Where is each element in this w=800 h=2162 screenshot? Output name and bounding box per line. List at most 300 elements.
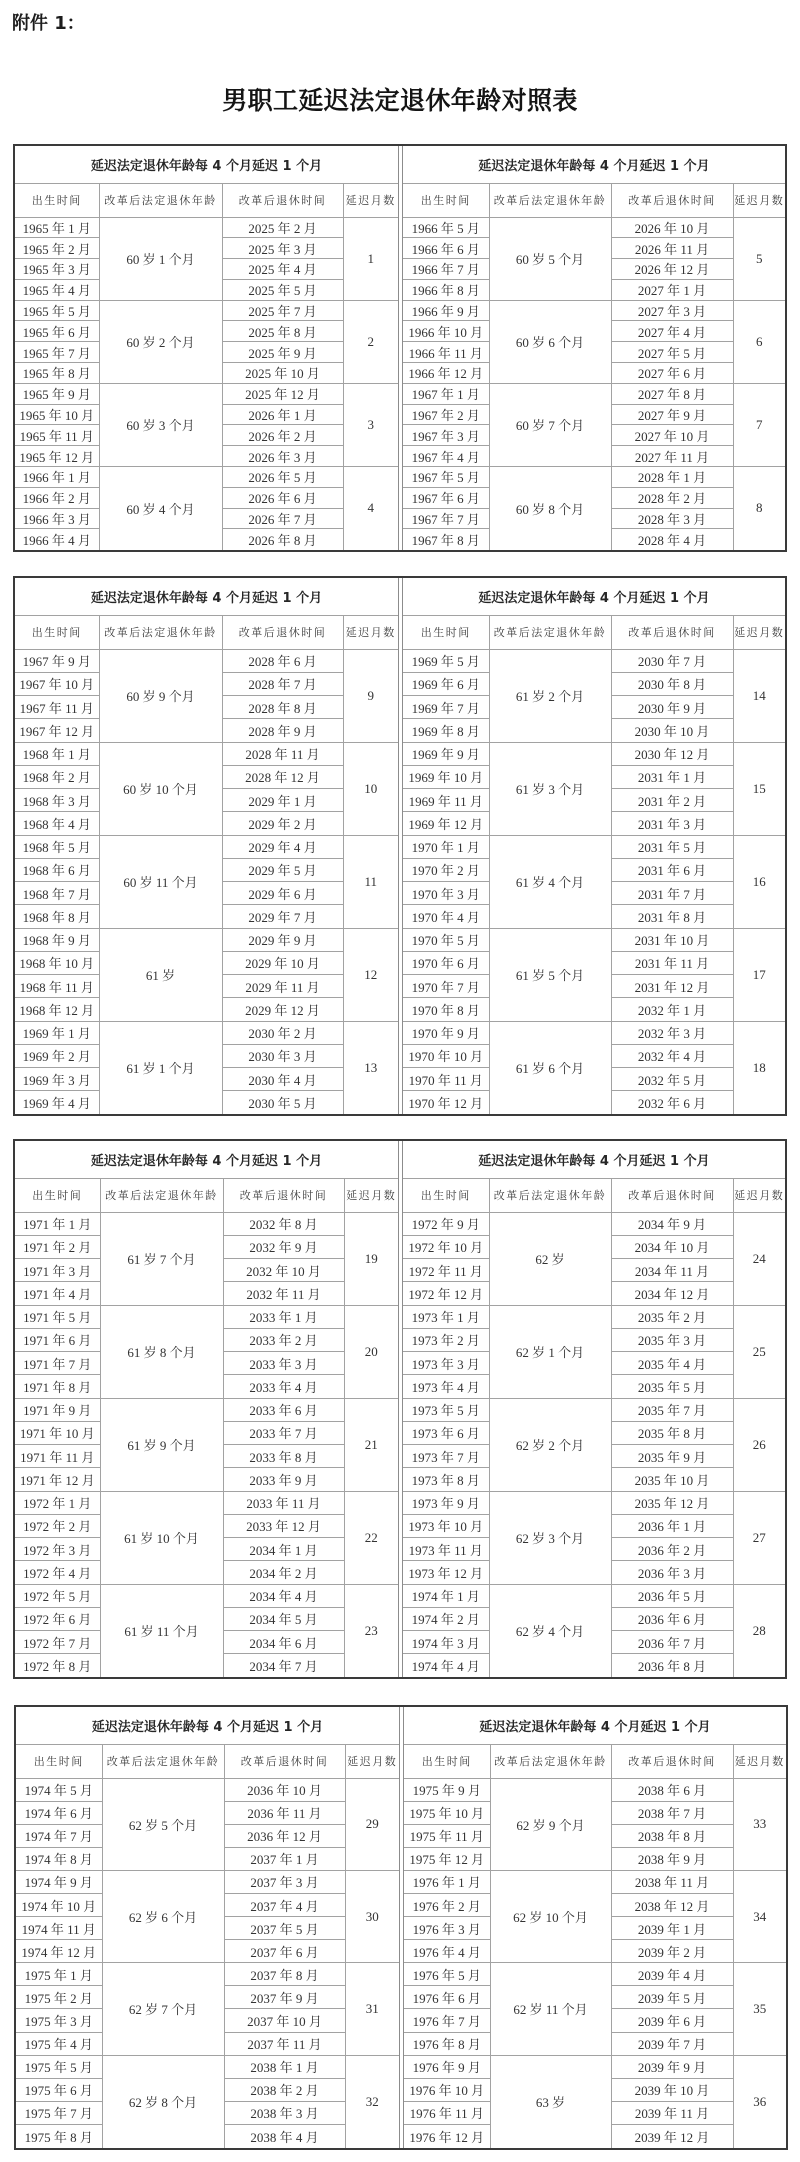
table-body bbox=[403, 217, 785, 550]
retirement-date-cell: 2035 年 9 月 bbox=[611, 1445, 733, 1468]
column-header-delay-months: 延迟月数 bbox=[733, 183, 785, 217]
column-header-birth-date: 出生时间 bbox=[15, 183, 99, 217]
birth-date-cell: 1972 年 6 月 bbox=[15, 1607, 100, 1630]
retirement-date-cell: 2025 年 4 月 bbox=[222, 259, 343, 280]
birth-date-cell: 1970 年 1 月 bbox=[403, 835, 489, 858]
retirement-date-cell: 2036 年 6 月 bbox=[611, 1607, 733, 1630]
retirement-date-cell: 2026 年 8 月 bbox=[222, 529, 343, 550]
birth-date-cell: 1973 年 2 月 bbox=[403, 1328, 489, 1351]
column-header-birth-date: 出生时间 bbox=[16, 1744, 102, 1778]
birth-date-cell: 1973 年 4 月 bbox=[403, 1375, 489, 1398]
retirement-date-cell: 2034 年 4 月 bbox=[223, 1584, 344, 1607]
birth-date-cell: 1974 年 2 月 bbox=[403, 1607, 489, 1630]
birth-date-cell: 1974 年 11 月 bbox=[16, 1917, 102, 1940]
delay-months-cell: 24 bbox=[733, 1212, 785, 1305]
birth-date-cell: 1975 年 9 月 bbox=[404, 1778, 490, 1801]
birth-date-cell: 1976 年 2 月 bbox=[404, 1893, 490, 1916]
column-header-row bbox=[15, 615, 398, 649]
retirement-age-cell: 62 岁 9 个月 bbox=[490, 1778, 611, 1870]
delay-months-cell: 6 bbox=[733, 300, 785, 383]
birth-date-cell: 1966 年 4 月 bbox=[15, 529, 99, 550]
birth-date-cell: 1974 年 8 月 bbox=[16, 1847, 102, 1870]
comparison-table-3 bbox=[13, 1139, 787, 1679]
table-row bbox=[15, 1491, 398, 1514]
table-row bbox=[15, 217, 398, 238]
retirement-date-cell: 2036 年 7 月 bbox=[611, 1631, 733, 1654]
birth-date-cell: 1976 年 5 月 bbox=[404, 1963, 490, 1986]
retirement-date-cell: 2037 年 11 月 bbox=[224, 2032, 345, 2055]
birth-date-cell: 1966 年 8 月 bbox=[403, 279, 489, 300]
table-half-right bbox=[403, 1707, 786, 2148]
retirement-age-cell: 61 岁 6 个月 bbox=[489, 1021, 611, 1114]
birth-date-cell: 1971 年 3 月 bbox=[15, 1259, 100, 1282]
birth-date-cell: 1969 年 8 月 bbox=[403, 719, 489, 742]
retirement-date-cell: 2029 年 7 月 bbox=[222, 905, 343, 928]
birth-date-cell: 1974 年 7 月 bbox=[16, 1824, 102, 1847]
column-header-retirement-age: 改革后法定退休年龄 bbox=[99, 615, 222, 649]
column-header-row bbox=[403, 183, 785, 217]
birth-date-cell: 1971 年 10 月 bbox=[15, 1421, 100, 1444]
comparison-table-4 bbox=[14, 1705, 788, 2150]
delay-months-cell: 15 bbox=[733, 742, 785, 835]
birth-date-cell: 1971 年 6 月 bbox=[15, 1328, 100, 1351]
retirement-date-cell: 2033 年 11 月 bbox=[223, 1491, 344, 1514]
retirement-date-cell: 2034 年 6 月 bbox=[223, 1631, 344, 1654]
column-header-row bbox=[15, 1178, 398, 1212]
retirement-date-cell: 2039 年 12 月 bbox=[611, 2124, 733, 2147]
column-header-birth-date: 出生时间 bbox=[403, 615, 489, 649]
birth-date-cell: 1968 年 3 月 bbox=[15, 789, 99, 812]
birth-date-cell: 1975 年 1 月 bbox=[16, 1963, 102, 1986]
table-row bbox=[404, 1778, 786, 1801]
retirement-date-cell: 2037 年 1 月 bbox=[224, 1847, 345, 1870]
birth-date-cell: 1976 年 9 月 bbox=[404, 2055, 490, 2078]
table-row bbox=[15, 1584, 398, 1607]
retirement-date-cell: 2034 年 1 月 bbox=[223, 1538, 344, 1561]
retirement-age-cell: 61 岁 7 个月 bbox=[100, 1212, 223, 1305]
table-body bbox=[403, 649, 785, 1114]
delay-months-cell: 33 bbox=[733, 1778, 786, 1870]
birth-date-cell: 1973 年 12 月 bbox=[403, 1561, 489, 1584]
retirement-date-cell: 2038 年 7 月 bbox=[611, 1801, 733, 1824]
delay-months-cell: 8 bbox=[733, 467, 785, 550]
retirement-age-table bbox=[15, 146, 398, 550]
retirement-age-cell: 61 岁 11 个月 bbox=[100, 1584, 223, 1677]
birth-date-cell: 1973 年 6 月 bbox=[403, 1421, 489, 1444]
birth-date-cell: 1975 年 12 月 bbox=[404, 1847, 490, 1870]
birth-date-cell: 1970 年 12 月 bbox=[403, 1091, 489, 1114]
birth-date-cell: 1965 年 3 月 bbox=[15, 259, 99, 280]
table-row bbox=[403, 1398, 785, 1421]
table-row bbox=[15, 1398, 398, 1421]
birth-date-cell: 1965 年 12 月 bbox=[15, 446, 99, 467]
retirement-date-cell: 2033 年 6 月 bbox=[223, 1398, 344, 1421]
retirement-age-cell: 62 岁 7 个月 bbox=[102, 1963, 224, 2055]
retirement-age-cell: 60 岁 8 个月 bbox=[489, 467, 611, 550]
table-row bbox=[403, 1491, 785, 1514]
birth-date-cell: 1969 年 6 月 bbox=[403, 672, 489, 695]
birth-date-cell: 1967 年 2 月 bbox=[403, 404, 489, 425]
section-heading: 延迟法定退休年龄每 4 个月延迟 1 个月 bbox=[15, 146, 398, 183]
delay-months-cell: 18 bbox=[733, 1021, 785, 1114]
birth-date-cell: 1973 年 9 月 bbox=[403, 1491, 489, 1514]
retirement-date-cell: 2036 年 1 月 bbox=[611, 1514, 733, 1537]
retirement-date-cell: 2032 年 10 月 bbox=[223, 1259, 344, 1282]
retirement-date-cell: 2038 年 8 月 bbox=[611, 1824, 733, 1847]
table-half-right bbox=[402, 1141, 785, 1677]
birth-date-cell: 1967 年 4 月 bbox=[403, 446, 489, 467]
retirement-date-cell: 2030 年 10 月 bbox=[611, 719, 733, 742]
birth-date-cell: 1968 年 8 月 bbox=[15, 905, 99, 928]
retirement-date-cell: 2035 年 10 月 bbox=[611, 1468, 733, 1491]
birth-date-cell: 1971 年 8 月 bbox=[15, 1375, 100, 1398]
birth-date-cell: 1965 年 11 月 bbox=[15, 425, 99, 446]
column-header-retirement-age: 改革后法定退休年龄 bbox=[99, 183, 222, 217]
birth-date-cell: 1965 年 10 月 bbox=[15, 404, 99, 425]
delay-months-cell: 36 bbox=[733, 2055, 786, 2147]
retirement-date-cell: 2028 年 11 月 bbox=[222, 742, 343, 765]
retirement-date-cell: 2038 年 4 月 bbox=[224, 2124, 345, 2147]
retirement-date-cell: 2031 年 7 月 bbox=[611, 882, 733, 905]
retirement-date-cell: 2025 年 8 月 bbox=[222, 321, 343, 342]
retirement-date-cell: 2029 年 10 月 bbox=[222, 951, 343, 974]
birth-date-cell: 1966 年 10 月 bbox=[403, 321, 489, 342]
retirement-date-cell: 2032 年 4 月 bbox=[611, 1044, 733, 1067]
table-body bbox=[403, 1212, 785, 1677]
retirement-date-cell: 2033 年 9 月 bbox=[223, 1468, 344, 1491]
birth-date-cell: 1971 年 9 月 bbox=[15, 1398, 100, 1421]
retirement-date-cell: 2030 年 7 月 bbox=[611, 649, 733, 672]
birth-date-cell: 1968 年 5 月 bbox=[15, 835, 99, 858]
retirement-date-cell: 2039 年 10 月 bbox=[611, 2078, 733, 2101]
birth-date-cell: 1969 年 1 月 bbox=[15, 1021, 99, 1044]
retirement-date-cell: 2025 年 5 月 bbox=[222, 279, 343, 300]
retirement-date-cell: 2025 年 2 月 bbox=[222, 217, 343, 238]
retirement-age-cell: 61 岁 4 个月 bbox=[489, 835, 611, 928]
birth-date-cell: 1966 年 2 月 bbox=[15, 487, 99, 508]
birth-date-cell: 1975 年 2 月 bbox=[16, 1986, 102, 2009]
retirement-date-cell: 2033 年 1 月 bbox=[223, 1305, 344, 1328]
birth-date-cell: 1966 年 1 月 bbox=[15, 467, 99, 488]
retirement-age-table bbox=[404, 1707, 786, 2148]
retirement-age-cell: 62 岁 11 个月 bbox=[490, 1963, 611, 2055]
retirement-date-cell: 2039 年 5 月 bbox=[611, 1986, 733, 2009]
retirement-date-cell: 2029 年 9 月 bbox=[222, 928, 343, 951]
retirement-date-cell: 2033 年 2 月 bbox=[223, 1328, 344, 1351]
table-row bbox=[16, 1870, 399, 1893]
birth-date-cell: 1969 年 9 月 bbox=[403, 742, 489, 765]
birth-date-cell: 1974 年 1 月 bbox=[403, 1584, 489, 1607]
retirement-date-cell: 2025 年 7 月 bbox=[222, 300, 343, 321]
table-row bbox=[15, 1212, 398, 1235]
retirement-age-table bbox=[15, 1141, 398, 1677]
table-row bbox=[403, 742, 785, 765]
birth-date-cell: 1976 年 12 月 bbox=[404, 2124, 490, 2147]
retirement-age-cell: 60 岁 4 个月 bbox=[99, 467, 222, 550]
table-row bbox=[403, 928, 785, 951]
retirement-date-cell: 2029 年 1 月 bbox=[222, 789, 343, 812]
retirement-date-cell: 2027 年 8 月 bbox=[611, 383, 733, 404]
birth-date-cell: 1972 年 3 月 bbox=[15, 1538, 100, 1561]
retirement-date-cell: 2028 年 6 月 bbox=[222, 649, 343, 672]
retirement-date-cell: 2025 年 9 月 bbox=[222, 342, 343, 363]
retirement-date-cell: 2032 年 6 月 bbox=[611, 1091, 733, 1114]
retirement-date-cell: 2035 年 2 月 bbox=[611, 1305, 733, 1328]
table-row bbox=[403, 383, 785, 404]
birth-date-cell: 1970 年 6 月 bbox=[403, 951, 489, 974]
birth-date-cell: 1976 年 6 月 bbox=[404, 1986, 490, 2009]
birth-date-cell: 1975 年 11 月 bbox=[404, 1824, 490, 1847]
table-row bbox=[15, 649, 398, 672]
table-row bbox=[404, 2055, 786, 2078]
retirement-date-cell: 2032 年 11 月 bbox=[223, 1282, 344, 1305]
birth-date-cell: 1970 年 10 月 bbox=[403, 1044, 489, 1067]
delay-months-cell: 25 bbox=[733, 1305, 785, 1398]
birth-date-cell: 1974 年 9 月 bbox=[16, 1870, 102, 1893]
column-header-retirement-age: 改革后法定退休年龄 bbox=[489, 615, 611, 649]
birth-date-cell: 1967 年 3 月 bbox=[403, 425, 489, 446]
retirement-date-cell: 2035 年 7 月 bbox=[611, 1398, 733, 1421]
birth-date-cell: 1973 年 3 月 bbox=[403, 1352, 489, 1375]
birth-date-cell: 1970 年 3 月 bbox=[403, 882, 489, 905]
retirement-date-cell: 2036 年 11 月 bbox=[224, 1801, 345, 1824]
delay-months-cell: 35 bbox=[733, 1963, 786, 2055]
birth-date-cell: 1966 年 5 月 bbox=[403, 217, 489, 238]
retirement-date-cell: 2034 年 9 月 bbox=[611, 1212, 733, 1235]
birth-date-cell: 1968 年 4 月 bbox=[15, 812, 99, 835]
retirement-age-cell: 60 岁 11 个月 bbox=[99, 835, 222, 928]
birth-date-cell: 1975 年 3 月 bbox=[16, 2009, 102, 2032]
retirement-date-cell: 2029 年 6 月 bbox=[222, 882, 343, 905]
column-header-delay-months: 延迟月数 bbox=[733, 615, 785, 649]
birth-date-cell: 1972 年 2 月 bbox=[15, 1514, 100, 1537]
document-title: 男职工延迟法定退休年龄对照表 bbox=[222, 86, 578, 115]
retirement-age-cell: 62 岁 6 个月 bbox=[102, 1870, 224, 1962]
retirement-date-cell: 2032 年 1 月 bbox=[611, 998, 733, 1021]
retirement-date-cell: 2038 年 9 月 bbox=[611, 1847, 733, 1870]
retirement-date-cell: 2027 年 9 月 bbox=[611, 404, 733, 425]
retirement-date-cell: 2034 年 11 月 bbox=[611, 1259, 733, 1282]
retirement-date-cell: 2037 年 6 月 bbox=[224, 1940, 345, 1963]
retirement-age-cell: 60 岁 10 个月 bbox=[99, 742, 222, 835]
birth-date-cell: 1972 年 10 月 bbox=[403, 1235, 489, 1258]
birth-date-cell: 1972 年 12 月 bbox=[403, 1282, 489, 1305]
table-row bbox=[15, 1021, 398, 1044]
table-half-right bbox=[402, 578, 785, 1114]
retirement-date-cell: 2039 年 4 月 bbox=[611, 1963, 733, 1986]
birth-date-cell: 1971 年 12 月 bbox=[15, 1468, 100, 1491]
retirement-age-cell: 61 岁 5 个月 bbox=[489, 928, 611, 1021]
birth-date-cell: 1975 年 10 月 bbox=[404, 1801, 490, 1824]
retirement-date-cell: 2031 年 2 月 bbox=[611, 789, 733, 812]
table-row bbox=[16, 1778, 399, 1801]
birth-date-cell: 1972 年 8 月 bbox=[15, 1654, 100, 1677]
retirement-age-table bbox=[15, 578, 398, 1114]
column-header-retirement-age: 改革后法定退休年龄 bbox=[489, 183, 611, 217]
retirement-age-cell: 61 岁 2 个月 bbox=[489, 649, 611, 742]
birth-date-cell: 1968 年 1 月 bbox=[15, 742, 99, 765]
retirement-date-cell: 2028 年 7 月 bbox=[222, 672, 343, 695]
retirement-age-cell: 62 岁 3 个月 bbox=[489, 1491, 611, 1584]
column-header-row bbox=[403, 1178, 785, 1212]
comparison-table-1 bbox=[13, 144, 787, 552]
birth-date-cell: 1970 年 7 月 bbox=[403, 975, 489, 998]
column-header-birth-date: 出生时间 bbox=[15, 1178, 100, 1212]
retirement-date-cell: 2033 年 12 月 bbox=[223, 1514, 344, 1537]
retirement-date-cell: 2032 年 3 月 bbox=[611, 1021, 733, 1044]
retirement-date-cell: 2034 年 2 月 bbox=[223, 1561, 344, 1584]
delay-months-cell: 5 bbox=[733, 217, 785, 300]
birth-date-cell: 1974 年 6 月 bbox=[16, 1801, 102, 1824]
retirement-age-cell: 61 岁 8 个月 bbox=[100, 1305, 223, 1398]
retirement-age-table bbox=[403, 146, 785, 550]
retirement-date-cell: 2033 年 8 月 bbox=[223, 1445, 344, 1468]
retirement-age-cell: 62 岁 2 个月 bbox=[489, 1398, 611, 1491]
retirement-date-cell: 2037 年 8 月 bbox=[224, 1963, 345, 1986]
retirement-date-cell: 2035 年 4 月 bbox=[611, 1352, 733, 1375]
birth-date-cell: 1971 年 2 月 bbox=[15, 1235, 100, 1258]
delay-months-cell: 23 bbox=[344, 1584, 398, 1677]
delay-months-cell: 17 bbox=[733, 928, 785, 1021]
birth-date-cell: 1976 年 1 月 bbox=[404, 1870, 490, 1893]
birth-date-cell: 1970 年 5 月 bbox=[403, 928, 489, 951]
retirement-date-cell: 2026 年 3 月 bbox=[222, 446, 343, 467]
delay-months-cell: 19 bbox=[344, 1212, 398, 1305]
retirement-date-cell: 2029 年 12 月 bbox=[222, 998, 343, 1021]
birth-date-cell: 1971 年 7 月 bbox=[15, 1352, 100, 1375]
retirement-date-cell: 2027 年 5 月 bbox=[611, 342, 733, 363]
birth-date-cell: 1972 年 7 月 bbox=[15, 1631, 100, 1654]
birth-date-cell: 1967 年 7 月 bbox=[403, 508, 489, 529]
section-heading-row bbox=[15, 146, 398, 183]
retirement-age-cell: 62 岁 5 个月 bbox=[102, 1778, 224, 1870]
section-heading: 延迟法定退休年龄每 4 个月延迟 1 个月 bbox=[16, 1707, 399, 1744]
table-row bbox=[15, 928, 398, 951]
retirement-date-cell: 2030 年 12 月 bbox=[611, 742, 733, 765]
column-header-birth-date: 出生时间 bbox=[15, 615, 99, 649]
section-heading: 延迟法定退休年龄每 4 个月延迟 1 个月 bbox=[403, 578, 785, 615]
retirement-date-cell: 2038 年 2 月 bbox=[224, 2078, 345, 2101]
birth-date-cell: 1976 年 3 月 bbox=[404, 1917, 490, 1940]
table-half-left bbox=[16, 1707, 400, 2148]
column-header-retirement-date: 改革后退休时间 bbox=[611, 1744, 733, 1778]
birth-date-cell: 1976 年 4 月 bbox=[404, 1940, 490, 1963]
retirement-date-cell: 2031 年 12 月 bbox=[611, 975, 733, 998]
retirement-date-cell: 2036 年 2 月 bbox=[611, 1538, 733, 1561]
birth-date-cell: 1970 年 2 月 bbox=[403, 858, 489, 881]
retirement-date-cell: 2035 年 8 月 bbox=[611, 1421, 733, 1444]
birth-date-cell: 1969 年 5 月 bbox=[403, 649, 489, 672]
birth-date-cell: 1974 年 10 月 bbox=[16, 1893, 102, 1916]
retirement-date-cell: 2028 年 4 月 bbox=[611, 529, 733, 550]
retirement-age-cell: 62 岁 10 个月 bbox=[490, 1870, 611, 1962]
retirement-date-cell: 2038 年 11 月 bbox=[611, 1870, 733, 1893]
retirement-date-cell: 2027 年 3 月 bbox=[611, 300, 733, 321]
column-header-delay-months: 延迟月数 bbox=[344, 1178, 398, 1212]
retirement-date-cell: 2039 年 1 月 bbox=[611, 1917, 733, 1940]
birth-date-cell: 1968 年 9 月 bbox=[15, 928, 99, 951]
retirement-date-cell: 2035 年 12 月 bbox=[611, 1491, 733, 1514]
column-header-retirement-date: 改革后退休时间 bbox=[611, 1178, 733, 1212]
retirement-date-cell: 2026 年 1 月 bbox=[222, 404, 343, 425]
column-header-retirement-age: 改革后法定退休年龄 bbox=[489, 1178, 611, 1212]
birth-date-cell: 1970 年 4 月 bbox=[403, 905, 489, 928]
retirement-date-cell: 2033 年 3 月 bbox=[223, 1352, 344, 1375]
retirement-age-cell: 62 岁 4 个月 bbox=[489, 1584, 611, 1677]
retirement-date-cell: 2029 年 5 月 bbox=[222, 858, 343, 881]
table-row bbox=[403, 1212, 785, 1235]
retirement-date-cell: 2037 年 5 月 bbox=[224, 1917, 345, 1940]
birth-date-cell: 1965 年 8 月 bbox=[15, 363, 99, 384]
table-row bbox=[403, 217, 785, 238]
comparison-table-2 bbox=[13, 576, 787, 1116]
retirement-date-cell: 2039 年 9 月 bbox=[611, 2055, 733, 2078]
table-half-left bbox=[15, 1141, 399, 1677]
retirement-date-cell: 2030 年 3 月 bbox=[222, 1044, 343, 1067]
retirement-date-cell: 2033 年 4 月 bbox=[223, 1375, 344, 1398]
birth-date-cell: 1965 年 2 月 bbox=[15, 238, 99, 259]
retirement-date-cell: 2026 年 7 月 bbox=[222, 508, 343, 529]
birth-date-cell: 1966 年 6 月 bbox=[403, 238, 489, 259]
column-header-delay-months: 延迟月数 bbox=[733, 1744, 786, 1778]
delay-months-cell: 21 bbox=[344, 1398, 398, 1491]
retirement-date-cell: 2026 年 10 月 bbox=[611, 217, 733, 238]
retirement-age-table bbox=[16, 1707, 399, 2148]
retirement-date-cell: 2039 年 11 月 bbox=[611, 2101, 733, 2124]
birth-date-cell: 1967 年 6 月 bbox=[403, 487, 489, 508]
attachment-label: 附件 1： bbox=[12, 13, 85, 34]
retirement-date-cell: 2035 年 3 月 bbox=[611, 1328, 733, 1351]
table-row bbox=[15, 742, 398, 765]
retirement-date-cell: 2036 年 5 月 bbox=[611, 1584, 733, 1607]
birth-date-cell: 1975 年 6 月 bbox=[16, 2078, 102, 2101]
delay-months-cell: 14 bbox=[733, 649, 785, 742]
column-header-row bbox=[403, 615, 785, 649]
retirement-age-cell: 62 岁 1 个月 bbox=[489, 1305, 611, 1398]
retirement-date-cell: 2026 年 2 月 bbox=[222, 425, 343, 446]
birth-date-cell: 1969 年 3 月 bbox=[15, 1068, 99, 1091]
retirement-age-cell: 60 岁 7 个月 bbox=[489, 383, 611, 466]
table-row bbox=[16, 2055, 399, 2078]
retirement-date-cell: 2029 年 2 月 bbox=[222, 812, 343, 835]
column-header-delay-months: 延迟月数 bbox=[343, 183, 398, 217]
retirement-age-cell: 62 岁 bbox=[489, 1212, 611, 1305]
retirement-date-cell: 2037 年 9 月 bbox=[224, 1986, 345, 2009]
retirement-age-table bbox=[403, 1141, 785, 1677]
retirement-date-cell: 2034 年 10 月 bbox=[611, 1235, 733, 1258]
retirement-date-cell: 2039 年 6 月 bbox=[611, 2009, 733, 2032]
birth-date-cell: 1976 年 10 月 bbox=[404, 2078, 490, 2101]
retirement-date-cell: 2032 年 5 月 bbox=[611, 1068, 733, 1091]
column-header-retirement-age: 改革后法定退休年龄 bbox=[100, 1178, 223, 1212]
birth-date-cell: 1969 年 12 月 bbox=[403, 812, 489, 835]
table-body bbox=[15, 649, 398, 1114]
retirement-date-cell: 2032 年 9 月 bbox=[223, 1235, 344, 1258]
table-body bbox=[404, 1778, 786, 2148]
retirement-date-cell: 2039 年 7 月 bbox=[611, 2032, 733, 2055]
birth-date-cell: 1973 年 10 月 bbox=[403, 1514, 489, 1537]
column-header-retirement-date: 改革后退休时间 bbox=[611, 615, 733, 649]
section-heading: 延迟法定退休年龄每 4 个月延迟 1 个月 bbox=[15, 1141, 398, 1178]
retirement-age-cell: 61 岁 10 个月 bbox=[100, 1491, 223, 1584]
retirement-date-cell: 2036 年 12 月 bbox=[224, 1824, 345, 1847]
retirement-date-cell: 2034 年 5 月 bbox=[223, 1607, 344, 1630]
retirement-date-cell: 2032 年 8 月 bbox=[223, 1212, 344, 1235]
delay-months-cell: 30 bbox=[345, 1870, 399, 1962]
birth-date-cell: 1966 年 11 月 bbox=[403, 342, 489, 363]
retirement-date-cell: 2031 年 1 月 bbox=[611, 765, 733, 788]
birth-date-cell: 1967 年 11 月 bbox=[15, 696, 99, 719]
